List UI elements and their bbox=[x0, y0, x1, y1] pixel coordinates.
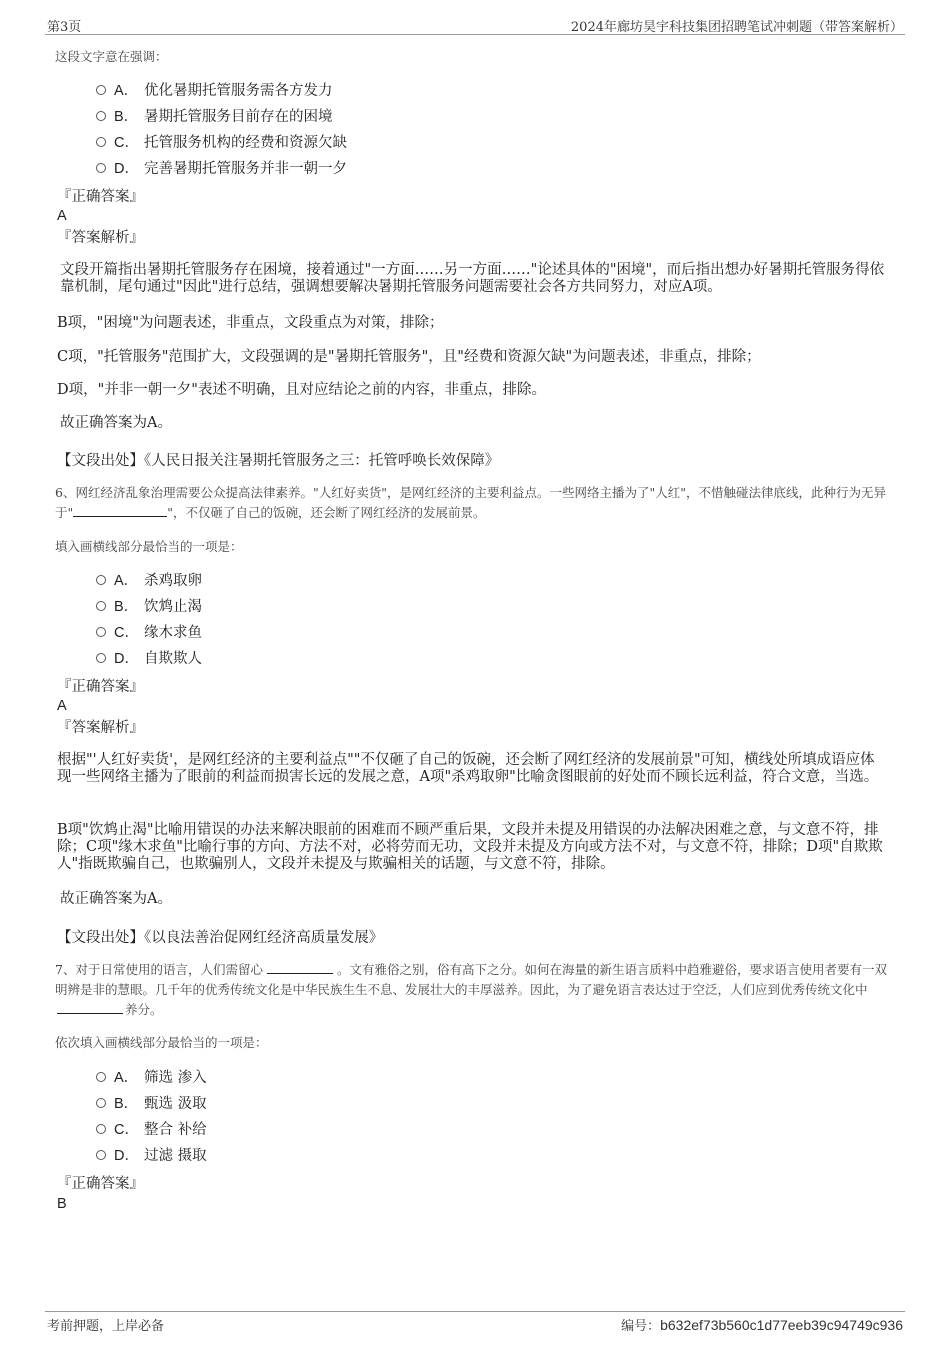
answer-blank bbox=[73, 504, 167, 517]
q6-source: 【文段出处】《以良法善治促网红经济高质量发展》 bbox=[57, 930, 384, 946]
q6-prompt: 填入画横线部分最恰当的一项是： bbox=[55, 539, 243, 554]
page-number: 第3页 bbox=[47, 20, 82, 35]
radio-icon[interactable] bbox=[96, 137, 106, 147]
q7-option-b[interactable]: B． 甄选 汲取 bbox=[96, 1094, 207, 1114]
radio-icon[interactable] bbox=[96, 111, 106, 121]
q6-option-a[interactable]: A． 杀鸡取卵 bbox=[96, 571, 202, 591]
q7-option-d[interactable]: D． 过滤 摄取 bbox=[96, 1146, 207, 1166]
q5-option-b[interactable]: B． 暑期托管服务目前存在的困境 bbox=[96, 107, 333, 127]
radio-icon[interactable] bbox=[96, 627, 106, 637]
document-code: 编号：b632ef73b560c1d77eeb39c94749c936 bbox=[621, 1317, 903, 1334]
footer-slogan: 考前押题，上岸必备 bbox=[47, 1319, 165, 1334]
q6-option-d[interactable]: D． 自欺欺人 bbox=[96, 649, 202, 669]
q5-analysis-para-2: B项，"困境"为问题表述，非重点，文段重点为对策，排除； bbox=[57, 315, 444, 331]
page-header bbox=[45, 14, 905, 35]
q5-option-c[interactable]: C． 托管服务机构的经费和资源欠缺 bbox=[96, 133, 347, 153]
radio-icon[interactable] bbox=[96, 1124, 106, 1134]
document-title: 2024年廊坊昊宇科技集团招聘笔试冲刺题（带答案解析） bbox=[570, 20, 903, 35]
radio-icon[interactable] bbox=[96, 601, 106, 611]
q6-answer-label: 『正确答案』 bbox=[57, 679, 144, 695]
q6-option-b[interactable]: B． 饮鸩止渴 bbox=[96, 597, 202, 617]
q7-stem: 7、对于日常使用的语言，人们需留心 。文有雅俗之别，俗有高下之分。如何在海量的新生语言质料中趋雅避俗，要求语言使用者要有一双明辨是非的慧眼。几千年的优秀传统文化是中华民族生生不息、发展壮大的丰厚滋养。因此，为了避免语言表达过于空泛，人们应到优秀传统文化中养分。 bbox=[55, 962, 887, 1017]
answer-blank bbox=[57, 1001, 123, 1014]
q7-option-a[interactable]: A． 筛选 渗入 bbox=[96, 1068, 207, 1088]
q6-answer: A bbox=[57, 698, 67, 714]
radio-icon[interactable] bbox=[96, 1072, 106, 1082]
radio-icon[interactable] bbox=[96, 1150, 106, 1160]
q6-option-c[interactable]: C． 缘木求鱼 bbox=[96, 623, 202, 643]
q5-prompt: 这段文字意在强调： bbox=[55, 49, 168, 64]
answer-blank bbox=[267, 961, 333, 974]
q5-analysis-para-3: C项，"托管服务"范围扩大，文段强调的是"暑期托管服务"，且"经费和资源欠缺"为问题表述，非重点，排除； bbox=[57, 349, 761, 365]
q5-analysis-para-4: D项，"并非一朝一夕"表述不明确，且对应结论之前的内容，非重点，排除。 bbox=[57, 382, 546, 398]
radio-icon[interactable] bbox=[96, 1098, 106, 1108]
q7-option-c[interactable]: C． 整合 补给 bbox=[96, 1120, 207, 1140]
q5-answer-label: 『正确答案』 bbox=[57, 189, 144, 205]
q6-analysis-para-1: 根据"'人红好卖货'，是网红经济的主要利益点""不仅砸了自己的饭碗，还会断了网红经济的发展前景"可知，横线处所填成语应体现一些网络主播为了眼前的利益而损害长远的发展之意，A项"杀鸡取卵"比喻贪图眼前的好处而不顾长远利益，符合文意，当选。 bbox=[57, 752, 879, 785]
q6-analysis-para-2: B项"饮鸩止渴"比喻用错误的办法来解决眼前的困难而不顾严重后果，文段并未提及用错误的办法解决困难之意，与文意不符，排除；C项"缘木求鱼"比喻行事的方向、方法不对，必将劳而无功，文段并未提及方向或方法不对，与文意不符，排除；D项"自欺欺人"指既欺骗自己，也欺骗别人，文段并未提及与欺骗相关的话题，与文意不符，排除。 bbox=[57, 822, 883, 872]
q5-source: 【文段出处】《人民日报关注暑期托管服务之三：托管呼唤长效保障》 bbox=[57, 453, 500, 469]
q6-analysis-label: 『答案解析』 bbox=[57, 720, 144, 736]
q5-analysis-conclusion: 故正确答案为A。 bbox=[60, 415, 172, 431]
radio-icon[interactable] bbox=[96, 575, 106, 585]
q5-option-a[interactable]: A． 优化暑期托管服务需各方发力 bbox=[96, 81, 333, 101]
radio-icon[interactable] bbox=[96, 85, 106, 95]
q7-answer: B bbox=[57, 1196, 67, 1212]
page-footer bbox=[45, 1311, 905, 1334]
q7-prompt: 依次填入画横线部分最恰当的一项是： bbox=[55, 1035, 268, 1050]
q5-option-d[interactable]: D． 完善暑期托管服务并非一朝一夕 bbox=[96, 159, 347, 179]
q7-answer-label: 『正确答案』 bbox=[57, 1176, 144, 1192]
radio-icon[interactable] bbox=[96, 163, 106, 173]
q6-analysis-conclusion: 故正确答案为A。 bbox=[60, 891, 172, 907]
q5-analysis-label: 『答案解析』 bbox=[57, 230, 144, 246]
q6-stem: 6、网红经济乱象治理需要公众提高法律素养。"人红好卖货"，是网红经济的主要利益点。一些网络主播为了"人红"，不惜触碰法律底线，此种行为无异于" "，不仅砸了自己的饭碗，还会断了网红经济的发展前景。 bbox=[55, 485, 886, 520]
q5-answer: A bbox=[57, 208, 67, 224]
radio-icon[interactable] bbox=[96, 653, 106, 663]
q5-analysis-para-1: 文段开篇指出暑期托管服务存在困境，接着通过"一方面……另一方面……"论述具体的"困境"，而后指出想办好暑期托管服务得依靠机制，尾句通过"因此"进行总结，强调想要解决暑期托管服务问题需要社会各方共同努力，对应A项。 bbox=[60, 262, 885, 295]
